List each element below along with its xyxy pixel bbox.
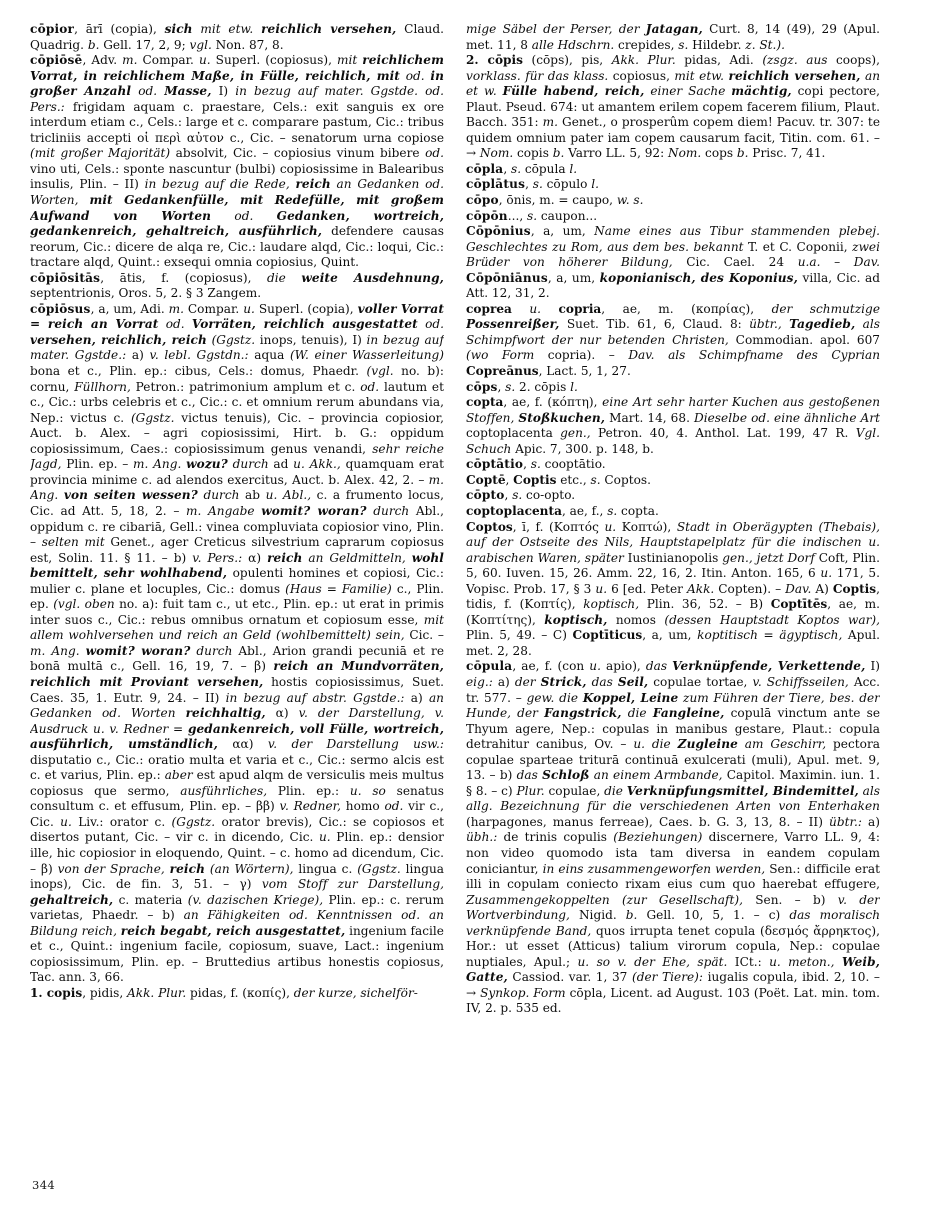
dictionary-entry: 1. copis, pidis, Akk. Plur. pidas, f. (κοπίς), der kurze, sichelför- (30, 985, 418, 1000)
dictionary-entry: 2. cōpis (cōps), pis, Akk. Plur. pidas, Adi. (zsgz. aus coops), vorklass. für das klass. copiosus, mit etw. reichlich versehen, an et w. Fülle habend, reich, einer Sache mächtig, copi pectore, Plaut. Pseud. 674: ut amantem erilem copem facerem filium, Plaut. Bacch. 351: m. Genet., o prosperûm copem diem! Pacuv. tr. 307: te quidem omnium pater iam copem causarum facit, Titin. com. 61. – → Nom. copis b. Varro LL. 5, 92: Nom. cops b. Prisc. 7, 41. (466, 53, 880, 161)
dictionary-entry: cōpto, s. co-opto. (466, 488, 576, 503)
two-column-text-body (30, 22, 905, 1152)
dictionary-entry: copta, ae, f. (κόπτη), eine Art sehr harter Kuchen aus gestoßenen Stoffen, Stoßkuchen, Mart. 14, 68. Dieselbe od. eine ähnliche Art coptoplacenta gen., Petron. 40, 4. Anthol. Lat. 199, 47 R. Vgl. Schuch Apic. 7, 300. p. 148, b. (466, 395, 880, 456)
dictionary-entry: Coptē, Coptis etc., s. Coptos. (466, 472, 652, 487)
left-text-column (30, 22, 444, 1152)
dictionary-entry: coptoplacenta, ae, f., s. copta. (466, 503, 659, 518)
dictionary-entry: cōpla, s. cōpula l. (466, 161, 578, 176)
dictionary-entry: cōpiōsitās, ātis, f. (copiosus), die weite Ausdehnung, septentrionis, Oros. 5, 2. § 3 Zangem. (30, 270, 444, 301)
dictionary-entry: mige Säbel der Perser, der Jatagan, Curt. 8, 14 (49), 29 (Apul. met. 11, 8 alle Hdschrn. crepides, s. Hildebr. z. St.). (466, 22, 880, 52)
dictionary-entry: cōpōn..., s. caupon... (466, 208, 598, 223)
dictionary-entry: cōptātio, s. cooptātio. (466, 457, 606, 472)
dictionary-entry: cōps, s. 2. cōpis l. (466, 379, 578, 394)
dictionary-entry: cōpiōsus, a, um, Adi. m. Compar. u. Superl. (copia), voller Vorrat = reich an Vorrat od. Vorräten, reichlich ausgestattet od. versehen, reichlich, reich (Ggstz. inops, tenuis), I) in bezug auf mater. Ggstde.: a) v. lebl. Ggstdn.: aqua (W. einer Wasserleitung) bona et c., Plin. ep.: cibus, Cels.: domus, Phaedr. (vgl. no. b): cornu, Füllhorn, Petron.: patrimonium amplum et c. od. lautum et c., Cic.: urbs celebris et c., Cic.: c. et omnium rerum abundans via, Nep.: victus c. (Ggstz. victus tenuis), Cic. – provincia copiosior, Auct. b. Alex. – agri copiosissimi, Hirt. b. G.: oppidum copiosissimum, Caes.: copiosissimum genus venandi, sehr reiche Jagd, Plin. ep. – m. Ang. wozu? durch ad u. Akk., quamquam erat provincia minime c. ad alendos exercitus, Auct. b. Alex. 42, 2. – m. Ang. von seiten wessen? durch ab u. Abl., c. a frumento locus, Cic. ad Att. 5, 18, 2. – m. Angabe womit? woran? durch Abl., oppidum c. re cibariā, Gell.: vinea compluviata copiosior vino, Plin. – selten mit Genet., ager Creticus silvestrium caprarum copiosus est, Solin. 11. § 11. – b) v. Pers.: α) reich an Geldmitteln, wohl bemittelt, sehr wohlhabend, opulenti homines et copiosi, Cic.: mulier c. plane et locuples, Cic.: domus (Haus = Familie) c., Plin. ep. (vgl. oben no. a): fuit tam c., ut etc., Plin. ep.: ut erat in primis inter suos c., Cic.: rebus omnibus ornatum et copiosum esse, mit allem wohlversehen und reich an Geld (wohlbemittelt) sein, Cic. – m. Ang. womit? woran? durch Abl., Arion grandi pecuniā et re bonā multā c., Gell. 16, 19, 7. – β) reich an Mundvorräten, reichlich mit Proviant versehen, hostis copiosissimus, Suet. Caes. 35, 1. Eutr. 9, 24. – II) in bezug auf abstr. Ggstde.: a) an Gedanken od. Worten reichhaltig, α) v. der Darstellung, v. Ausdruck u. v. Redner = gedankenreich, voll Fülle, wortreich, ausführlich, umständlich, αα) v. der Darstellung usw.: disputatio c., Cic.: oratio multa et varia et c., Cic.: sermo alcis est c. et varius, Plin. ep.: aber est apud alqm de versiculis meis multus copiosus que sermo, ausführliches, Plin. ep.: u. so senatus consultum c. et effusum, Plin. ep. – ββ) v. Redner, homo od. vir c., Cic. u. Liv.: orator c. (Ggstz. orator brevis), Cic.: se copiosos et disertos putant, Cic. – vir c. in dicendo, Cic. u. Plin. ep.: densior ille, hic copiosior in eloquendo, Quint. – c. homo ad dicendum, Cic. – β) von der Sprache, reich (an Wörtern), lingua c. (Ggstz. lingua inops), Cic. de fin. 3, 51. – γ) vom Stoff zur Darstellung, gehaltreich, c. materia (v. dazischen Kriege), Plin. ep.: c. rerum varietas, Phaedr. – b) an Fähigkeiten od. Kenntnissen od. an Bildung reich, reich begabt, reich ausgestattet, ingenium facile et c., Quint.: ingenium facile, copiosum, suave, Lact.: ingenium copiosissimum, Plin. ep. – Bruttedius artibus honestis copiosus, Tac. ann. 3, 66. (30, 301, 444, 985)
dictionary-entry: cōpula, ae, f. (con u. apio), das Verknüpfende, Verkettende, I) eig.: a) der Strick, das Seil, copulae tortae, v. Schiffsseilen, Acc. tr. 577. – gew. die Koppel, Leine zum Führen der Tiere, bes. der Hunde, der Fangstrick, die Fangleine, copulā vinctum ante se Thyum agere, Nep.: copulas in manibus gestare, Plaut.: copula detrahitur canibus, Ov. – u. die Zugleine am Geschirr, pectora copulae sparteae triturā continuā exulcerati (muli), Apul. met. 9, 13. – b) das Schloß an einem Armbande, Capitol. Maximin. iun. 1. § 8. – c) Plur. copulae, die Verknüpfungsmittel, Bindemittel, als allg. Bezeichnung für die verschiedenen Arten von Enterhaken (harpagones, manus ferreae), Caes. b. G. 3, 13, 8. – II) übtr.: a) übh.: de trinis copulis (Beziehungen) discernere, Varro LL. 9, 4: non video quomodo ista tam diversa in eandem copulam coniciantur, in eins zusammengeworfen werden, Sen.: difficile erat illi in copulam coniecto rixam eius cum quo haerebat effugere, Zusammengekoppelten (zur Gesellschaft), Sen. – b) v. der Wortverbindung, Nigid. b. Gell. 10, 5, 1. – c) das moralisch verknüpfende Band, quos irrupta tenet copula (δεσμός ἄρρηκτος), Hor.: ut esset (Atticus) talium virorum copula, Nep.: copulae nuptiales, Apul.; u. so v. der Ehe, spät. ICt.: u. meton., Weib, Gatte, Cassiod. var. 1, 37 (der Tiere): iugalis copula, ibid. 2, 10. – → Synkop. Form cōpla, Licent. ad August. 103 (Poët. Lat. min. tom. IV, 2. p. 535 ed. (466, 659, 880, 1016)
dictionary-entry: cōpo, ōnis, m. = caupo, w. s. (466, 193, 644, 208)
dictionary-entry: Coptos, ī, f. (Κοπτός u. Κοπτώ), Stadt in Oberägypten (Thebais), auf der Ostseite des Nils, Hauptstapelplatz für die indischen u. arabischen Waren, später Iustinianopolis gen., jetzt Dorf Coft, Plin. 5, 60. Iuven. 15, 26. Amm. 22, 16, 2. Itin. Anton. 165, 6 u. 171, 5. Vopisc. Prob. 17, § 3 u. 6 [ed. Peter Akk. Copten). – Dav. A) Coptis, tidis, f. (Κοπτίς), koptisch, Plin. 36, 52. – B) Coptītēs, ae, m. (Κοπτίτης), koptisch, nomos (dessen Hauptstadt Koptos war), Plin. 5, 49. – C) Coptīticus, a, um, koptitisch = ägyptisch, Apul. met. 2, 28. (466, 519, 880, 658)
dictionary-entry: coprea u. copria, ae, m. (κοπρίας), der schmutzige Possenreißer, Suet. Tib. 61, 6, Claud. 8: übtr., Tagedieb, als Schimpfwort der nur betenden Christen, Commodian. apol. 607 (wo Form copria). – Dav. als Schimpfname des Cyprian Copreānus, Lact. 5, 1, 27. (466, 301, 880, 379)
right-text-column (466, 22, 880, 1152)
dictionary-entry: cōpiōsē, Adv. m. Compar. u. Superl. (copiosus), mit reichlichem Vorrat, in reichlichem Maße, in Fülle, reichlich, mit od. in großer Anzahl od. Masse, I) in bezug auf mater. Ggstde. od. Pers.: frigidam aquam c. praestare, Cels.: exit sanguis ex ore interdum etiam c., Cels.: large et c. comparare pastum, Cic.: tribus tricliniis accepti οἱ περὶ αὐτον c., Cic. – senatorum urna copiose (mit großer Majorität) absolvit, Cic. – copiosius vinum bibere od. vino uti, Cels.: sponte nascuntur (bulbi) copiosissime in Balearibus insulis, Plin. – II) in bezug auf die Rede, reich an Gedanken od. Worten, mit Gedankenfülle, mit Redefülle, mit großem Aufwand von Worten od. Gedanken, wortreich, gedankenreich, gehaltreich, ausführlich, defendere causas reorum, Cic.: dicere de alqa re, Cic.: laudare alqd, Cic.: loqui, Cic.: tractare alqd, Quint.: exsequi omnia copiosius, Quint. (30, 53, 444, 270)
dictionary-entry: cōpior, ārī (copia), sich mit etw. reichlich versehen, Claud. Quadrig. b. Gell. 17, 2, 9; vgl. Non. 87, 8. (30, 22, 444, 52)
dictionary-entry: cōplātus, s. cōpulo l. (466, 177, 599, 192)
dictionary-entry: Cōpōnius, a, um, Name eines aus Tibur stammenden plebej. Geschlechtes zu Rom, aus dem bes. bekannt T. et C. Coponii, zwei Brüder von höherer Bildung, Cic. Cael. 24 u.a. – Dav. Cōpōniānus, a, um, koponianisch, des Koponius, villa, Cic. ad Att. 12, 31, 2. (466, 224, 880, 301)
page-number: 344 (32, 1178, 56, 1192)
